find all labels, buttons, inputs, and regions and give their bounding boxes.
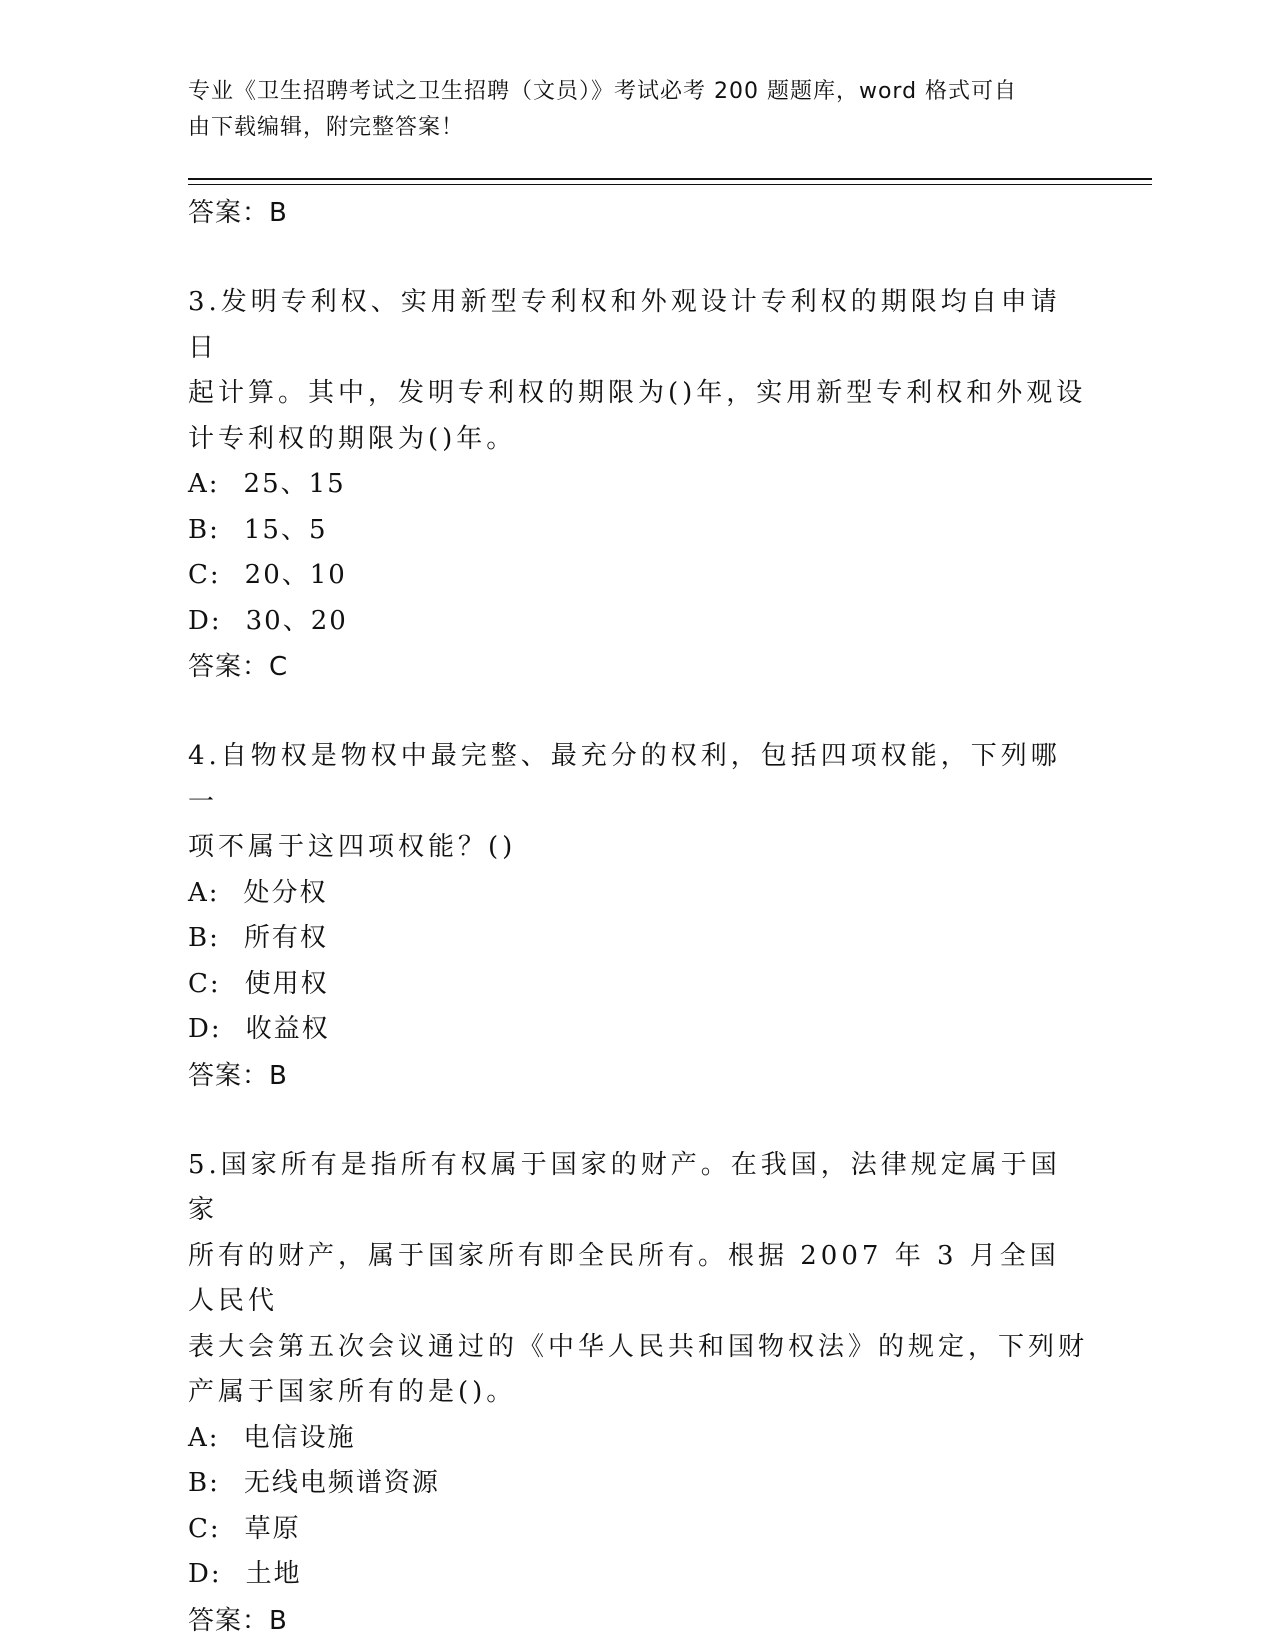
- question-text: [188, 1143, 1088, 1416]
- question-line: 5.国家所有是指所有权属于国家的财产。在我国，法律规定属于国家: [188, 1149, 1061, 1225]
- option-letter: A:: [188, 877, 220, 908]
- option-d: [188, 1552, 1088, 1598]
- option-text: 25、15: [243, 469, 346, 499]
- answer-line: 答案：B: [188, 1060, 288, 1091]
- option-b: [188, 916, 1088, 962]
- option-text: 土地: [245, 1559, 302, 1589]
- option-a: [188, 1416, 1088, 1462]
- header-line-1: 专业《卫生招聘考试之卫生招聘（文员）》考试必考 200 题题库，word 格式可自: [188, 79, 1018, 104]
- question-4: [188, 734, 1088, 1099]
- option-a: [188, 871, 1088, 917]
- option-c: [188, 962, 1088, 1008]
- option-text: 无线电频谱资源: [243, 1468, 440, 1498]
- question-list: [188, 190, 1088, 1644]
- question-line: 4.自物权是物权中最完整、最充分的权利，包括四项权能，下列哪一: [188, 741, 1061, 817]
- question-text: [188, 734, 1088, 871]
- question-line: 起计算。其中，发明专利权的期限为()年，实用新型专利权和外观设: [188, 378, 1087, 408]
- header-rule-thick: [188, 178, 1152, 180]
- question-line: 项不属于这四项权能？(): [188, 832, 517, 862]
- option-d: [188, 599, 1088, 645]
- option-a: [188, 462, 1088, 508]
- header-line-2: 由下载编辑，附完整答案！: [188, 115, 465, 140]
- option-b: [188, 1461, 1088, 1507]
- option-letter: D:: [188, 605, 222, 636]
- option-letter: C:: [188, 968, 221, 999]
- option-letter: A:: [188, 469, 220, 499]
- question-line: 3.发明专利权、实用新型专利权和外观设计专利权的期限均自申请日: [188, 287, 1061, 363]
- question-5: [188, 1143, 1088, 1644]
- previous-answer: 答案：B: [188, 198, 288, 228]
- question-line: 产属于国家所有的是()。: [188, 1377, 517, 1407]
- document-header: [188, 74, 1088, 146]
- option-text: 30、20: [245, 605, 348, 636]
- option-letter: B:: [188, 923, 220, 953]
- question-line: 所有的财产，属于国家所有即全民所有。根据 2007 年 3 月全国人民代: [188, 1240, 1060, 1316]
- question-text: [188, 280, 1088, 462]
- option-b: [188, 508, 1088, 554]
- question-line: 表大会第五次会议通过的《中华人民共和国物权法》的规定，下列财: [188, 1331, 1089, 1362]
- option-text: 收益权: [245, 1014, 330, 1044]
- option-text: 使用权: [244, 968, 329, 999]
- header-rule-thin: [188, 184, 1152, 185]
- option-text: 所有权: [243, 923, 328, 953]
- question-3: [188, 280, 1088, 690]
- option-letter: D:: [188, 1559, 222, 1589]
- option-text: 20、10: [244, 560, 347, 590]
- option-letter: A:: [188, 1422, 220, 1453]
- answer-line: 答案：B: [188, 1605, 288, 1636]
- option-c: [188, 1507, 1088, 1553]
- option-text: 草原: [244, 1513, 301, 1544]
- option-letter: C:: [188, 560, 221, 590]
- spacer: [188, 236, 1088, 280]
- option-text: 处分权: [243, 877, 328, 908]
- option-c: [188, 553, 1088, 599]
- answer-line: 答案：C: [188, 652, 289, 682]
- option-letter: B:: [188, 514, 220, 545]
- option-letter: D:: [188, 1014, 222, 1044]
- option-letter: B:: [188, 1468, 220, 1498]
- spacer: [188, 1099, 1088, 1143]
- option-d: [188, 1007, 1088, 1053]
- spacer: [188, 690, 1088, 734]
- option-text: 电信设施: [243, 1422, 356, 1453]
- option-letter: C:: [188, 1513, 221, 1544]
- question-line: 计专利权的期限为()年。: [188, 423, 517, 454]
- option-text: 15、5: [243, 514, 328, 545]
